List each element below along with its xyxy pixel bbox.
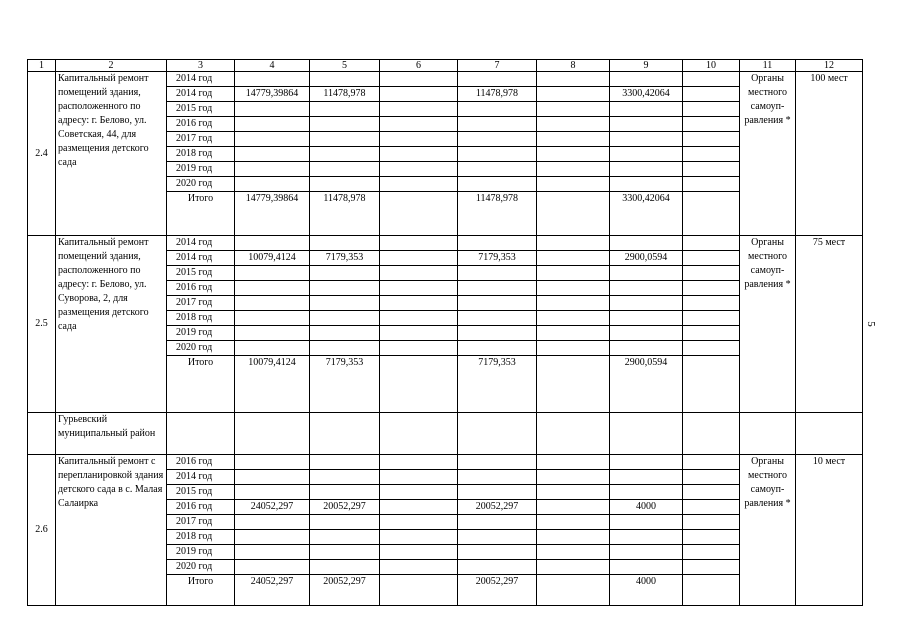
value-col6	[380, 515, 458, 530]
value-col6	[380, 560, 458, 575]
value-col9	[610, 455, 683, 470]
value-col9: 3300,42064	[610, 87, 683, 102]
year-cell: 2014 год	[167, 251, 235, 266]
value-col6	[380, 530, 458, 545]
value-col5	[310, 162, 380, 177]
value-col10	[683, 236, 740, 251]
capacity: 100 мест	[796, 72, 863, 236]
value-col8	[537, 515, 610, 530]
value-col8	[537, 530, 610, 545]
year-cell: 2016 год	[167, 500, 235, 515]
value-col5: 7179,353	[310, 251, 380, 266]
value-col7: 20052,297	[458, 575, 537, 606]
value-col6	[380, 236, 458, 251]
year-cell: Итого	[167, 356, 235, 413]
value-col10	[683, 162, 740, 177]
value-col7	[458, 341, 537, 356]
value-col4: 14779,39864	[235, 192, 310, 236]
value-col8	[537, 341, 610, 356]
value-col9	[610, 162, 683, 177]
empty-cell	[683, 413, 740, 455]
year-cell: 2020 год	[167, 560, 235, 575]
value-col8	[537, 470, 610, 485]
column-header: 4	[235, 60, 310, 72]
value-col6	[380, 281, 458, 296]
value-col9	[610, 281, 683, 296]
value-col9	[610, 341, 683, 356]
value-col9	[610, 147, 683, 162]
year-cell: 2017 год	[167, 132, 235, 147]
value-col9	[610, 117, 683, 132]
value-col6	[380, 102, 458, 117]
value-col6	[380, 455, 458, 470]
value-col10	[683, 500, 740, 515]
value-col5	[310, 177, 380, 192]
value-col10	[683, 326, 740, 341]
value-col10	[683, 530, 740, 545]
value-col7	[458, 72, 537, 87]
value-col9: 2900,0594	[610, 356, 683, 413]
responsible-org: Органы местного самоуп-равления *	[740, 72, 796, 236]
year-cell: 2016 год	[167, 117, 235, 132]
value-col4	[235, 102, 310, 117]
year-cell: 2019 год	[167, 326, 235, 341]
value-col7: 11478,978	[458, 87, 537, 102]
column-header: 11	[740, 60, 796, 72]
value-col4: 14779,39864	[235, 87, 310, 102]
value-col9	[610, 470, 683, 485]
value-col10	[683, 356, 740, 413]
value-col7	[458, 162, 537, 177]
value-col9: 2900,0594	[610, 251, 683, 266]
value-col10	[683, 560, 740, 575]
year-row	[28, 236, 863, 251]
value-col4	[235, 132, 310, 147]
value-col8	[537, 455, 610, 470]
value-col10	[683, 485, 740, 500]
year-cell: 2017 год	[167, 515, 235, 530]
item-name: Капитальный ремонт с перепланировкой здания детского сада в с. Малая Салаирка	[56, 455, 167, 606]
value-col10	[683, 266, 740, 281]
empty-cell	[458, 413, 537, 455]
value-col10	[683, 296, 740, 311]
value-col9	[610, 266, 683, 281]
district-name: Гурьевский муниципальный район	[56, 413, 167, 455]
item-number: 2.4	[28, 72, 56, 236]
value-col8	[537, 281, 610, 296]
empty-cell	[310, 413, 380, 455]
value-col7	[458, 545, 537, 560]
value-col10	[683, 177, 740, 192]
value-col6	[380, 500, 458, 515]
column-header: 7	[458, 60, 537, 72]
value-col6	[380, 266, 458, 281]
value-col4	[235, 485, 310, 500]
value-col5	[310, 132, 380, 147]
value-col4	[235, 117, 310, 132]
value-col5	[310, 470, 380, 485]
value-col5	[310, 72, 380, 87]
empty-cell	[167, 413, 235, 455]
value-col8	[537, 117, 610, 132]
value-col8	[537, 356, 610, 413]
value-col6	[380, 147, 458, 162]
value-col5: 11478,978	[310, 87, 380, 102]
value-col10	[683, 281, 740, 296]
value-col8	[537, 147, 610, 162]
item-name: Капитальный ремонт помещений здания, расположенного по адресу: г. Белово, ул. Суворова, 2, для размещения детского сада	[56, 236, 167, 413]
year-cell: 2015 год	[167, 102, 235, 117]
value-col4	[235, 455, 310, 470]
value-col8	[537, 326, 610, 341]
value-col7	[458, 455, 537, 470]
empty-cell	[380, 413, 458, 455]
value-col4: 24052,297	[235, 500, 310, 515]
year-cell: 2014 год	[167, 470, 235, 485]
value-col9	[610, 177, 683, 192]
responsible-org: Органы местного самоуп-равления *	[740, 236, 796, 413]
capacity: 75 мест	[796, 236, 863, 413]
year-cell: Итого	[167, 575, 235, 606]
value-col10	[683, 470, 740, 485]
value-col5	[310, 515, 380, 530]
value-col9	[610, 102, 683, 117]
value-col7	[458, 132, 537, 147]
value-col8	[537, 72, 610, 87]
value-col9	[610, 530, 683, 545]
year-cell: 2020 год	[167, 341, 235, 356]
column-number-row	[28, 60, 863, 72]
program-table-sheet	[27, 59, 862, 606]
value-col7	[458, 281, 537, 296]
value-col4	[235, 147, 310, 162]
value-col4	[235, 470, 310, 485]
value-col10	[683, 132, 740, 147]
value-col8	[537, 500, 610, 515]
value-col8	[537, 560, 610, 575]
value-col4	[235, 72, 310, 87]
value-col4: 24052,297	[235, 575, 310, 606]
page-number: 5	[864, 321, 877, 327]
column-header: 5	[310, 60, 380, 72]
value-col5	[310, 455, 380, 470]
value-col9	[610, 296, 683, 311]
value-col4: 10079,4124	[235, 251, 310, 266]
value-col4	[235, 296, 310, 311]
column-header: 1	[28, 60, 56, 72]
value-col8	[537, 311, 610, 326]
value-col7	[458, 485, 537, 500]
column-header: 6	[380, 60, 458, 72]
year-cell: 2014 год	[167, 87, 235, 102]
value-col4	[235, 281, 310, 296]
value-col9: 4000	[610, 575, 683, 606]
value-col8	[537, 236, 610, 251]
value-col5	[310, 485, 380, 500]
value-col5	[310, 147, 380, 162]
value-col7	[458, 102, 537, 117]
value-col6	[380, 311, 458, 326]
value-col6	[380, 341, 458, 356]
value-col5	[310, 545, 380, 560]
value-col5	[310, 281, 380, 296]
value-col6	[380, 72, 458, 87]
value-col9	[610, 72, 683, 87]
value-col4	[235, 530, 310, 545]
value-col6	[380, 87, 458, 102]
value-col5: 20052,297	[310, 575, 380, 606]
value-col8	[537, 102, 610, 117]
value-col9: 4000	[610, 500, 683, 515]
value-col4	[235, 560, 310, 575]
value-col7	[458, 560, 537, 575]
value-col6	[380, 356, 458, 413]
value-col7	[458, 470, 537, 485]
value-col7: 11478,978	[458, 192, 537, 236]
value-col4	[235, 311, 310, 326]
value-col10	[683, 311, 740, 326]
value-col9	[610, 326, 683, 341]
value-col7	[458, 266, 537, 281]
year-cell: 2015 год	[167, 485, 235, 500]
column-header: 12	[796, 60, 863, 72]
value-col9	[610, 560, 683, 575]
value-col8	[537, 485, 610, 500]
value-col5: 11478,978	[310, 192, 380, 236]
column-header: 10	[683, 60, 740, 72]
value-col7	[458, 117, 537, 132]
year-cell: 2015 год	[167, 266, 235, 281]
value-col6	[380, 132, 458, 147]
value-col5	[310, 117, 380, 132]
value-col7	[458, 236, 537, 251]
value-col10	[683, 72, 740, 87]
year-cell: 2016 год	[167, 281, 235, 296]
value-col8	[537, 132, 610, 147]
value-col5	[310, 530, 380, 545]
value-col5: 20052,297	[310, 500, 380, 515]
responsible-org: Органы местного самоуп-равления *	[740, 455, 796, 606]
year-cell: 2014 год	[167, 236, 235, 251]
value-col10	[683, 102, 740, 117]
value-col7: 7179,353	[458, 251, 537, 266]
year-cell: 2018 год	[167, 530, 235, 545]
value-col6	[380, 192, 458, 236]
value-col6	[380, 485, 458, 500]
year-cell: 2019 год	[167, 545, 235, 560]
value-col9	[610, 236, 683, 251]
value-col5	[310, 266, 380, 281]
value-col7: 7179,353	[458, 356, 537, 413]
year-cell: 2016 год	[167, 455, 235, 470]
value-col6	[380, 545, 458, 560]
value-col8	[537, 162, 610, 177]
value-col6	[380, 575, 458, 606]
empty-cell	[796, 413, 863, 455]
value-col7	[458, 530, 537, 545]
value-col7	[458, 296, 537, 311]
value-col8	[537, 545, 610, 560]
empty-cell	[610, 413, 683, 455]
year-cell: 2014 год	[167, 72, 235, 87]
year-cell: 2018 год	[167, 147, 235, 162]
program-table	[27, 59, 863, 606]
value-col5	[310, 296, 380, 311]
column-header: 3	[167, 60, 235, 72]
value-col6	[380, 117, 458, 132]
value-col10	[683, 117, 740, 132]
item-number: 2.6	[28, 455, 56, 606]
value-col8	[537, 87, 610, 102]
value-col4	[235, 266, 310, 281]
value-col5	[310, 102, 380, 117]
value-col10	[683, 147, 740, 162]
value-col4	[235, 236, 310, 251]
empty-cell	[28, 413, 56, 455]
year-cell: 2018 год	[167, 311, 235, 326]
value-col6	[380, 470, 458, 485]
value-col4	[235, 515, 310, 530]
value-col9	[610, 132, 683, 147]
value-col8	[537, 192, 610, 236]
value-col5	[310, 311, 380, 326]
value-col4	[235, 545, 310, 560]
value-col7	[458, 147, 537, 162]
column-header: 2	[56, 60, 167, 72]
empty-cell	[235, 413, 310, 455]
year-row	[28, 72, 863, 87]
value-col10	[683, 87, 740, 102]
value-col5: 7179,353	[310, 356, 380, 413]
value-col5	[310, 341, 380, 356]
column-header: 8	[537, 60, 610, 72]
column-header: 9	[610, 60, 683, 72]
value-col5	[310, 560, 380, 575]
value-col7	[458, 515, 537, 530]
value-col8	[537, 266, 610, 281]
empty-cell	[537, 413, 610, 455]
value-col6	[380, 326, 458, 341]
value-col10	[683, 545, 740, 560]
value-col10	[683, 575, 740, 606]
value-col10	[683, 341, 740, 356]
year-cell: 2019 год	[167, 162, 235, 177]
value-col6	[380, 177, 458, 192]
value-col4	[235, 326, 310, 341]
value-col4	[235, 162, 310, 177]
year-cell: 2020 год	[167, 177, 235, 192]
value-col4: 10079,4124	[235, 356, 310, 413]
value-col10	[683, 515, 740, 530]
value-col4	[235, 177, 310, 192]
item-name: Капитальный ремонт помещений здания, расположенного по адресу: г. Белово, ул. Советская, 44, для размещения детского сада	[56, 72, 167, 236]
value-col9: 3300,42064	[610, 192, 683, 236]
value-col9	[610, 515, 683, 530]
value-col7	[458, 326, 537, 341]
value-col7	[458, 311, 537, 326]
value-col6	[380, 296, 458, 311]
value-col9	[610, 485, 683, 500]
value-col6	[380, 251, 458, 266]
value-col7	[458, 177, 537, 192]
value-col8	[537, 177, 610, 192]
value-col4	[235, 341, 310, 356]
value-col10	[683, 192, 740, 236]
value-col5	[310, 326, 380, 341]
value-col9	[610, 311, 683, 326]
value-col8	[537, 251, 610, 266]
value-col8	[537, 296, 610, 311]
value-col6	[380, 162, 458, 177]
value-col9	[610, 545, 683, 560]
year-cell: Итого	[167, 192, 235, 236]
district-row	[28, 413, 863, 455]
year-cell: 2017 год	[167, 296, 235, 311]
value-col7: 20052,297	[458, 500, 537, 515]
value-col8	[537, 575, 610, 606]
year-row	[28, 455, 863, 470]
item-number: 2.5	[28, 236, 56, 413]
value-col5	[310, 236, 380, 251]
empty-cell	[740, 413, 796, 455]
value-col10	[683, 455, 740, 470]
value-col10	[683, 251, 740, 266]
capacity: 10 мест	[796, 455, 863, 606]
